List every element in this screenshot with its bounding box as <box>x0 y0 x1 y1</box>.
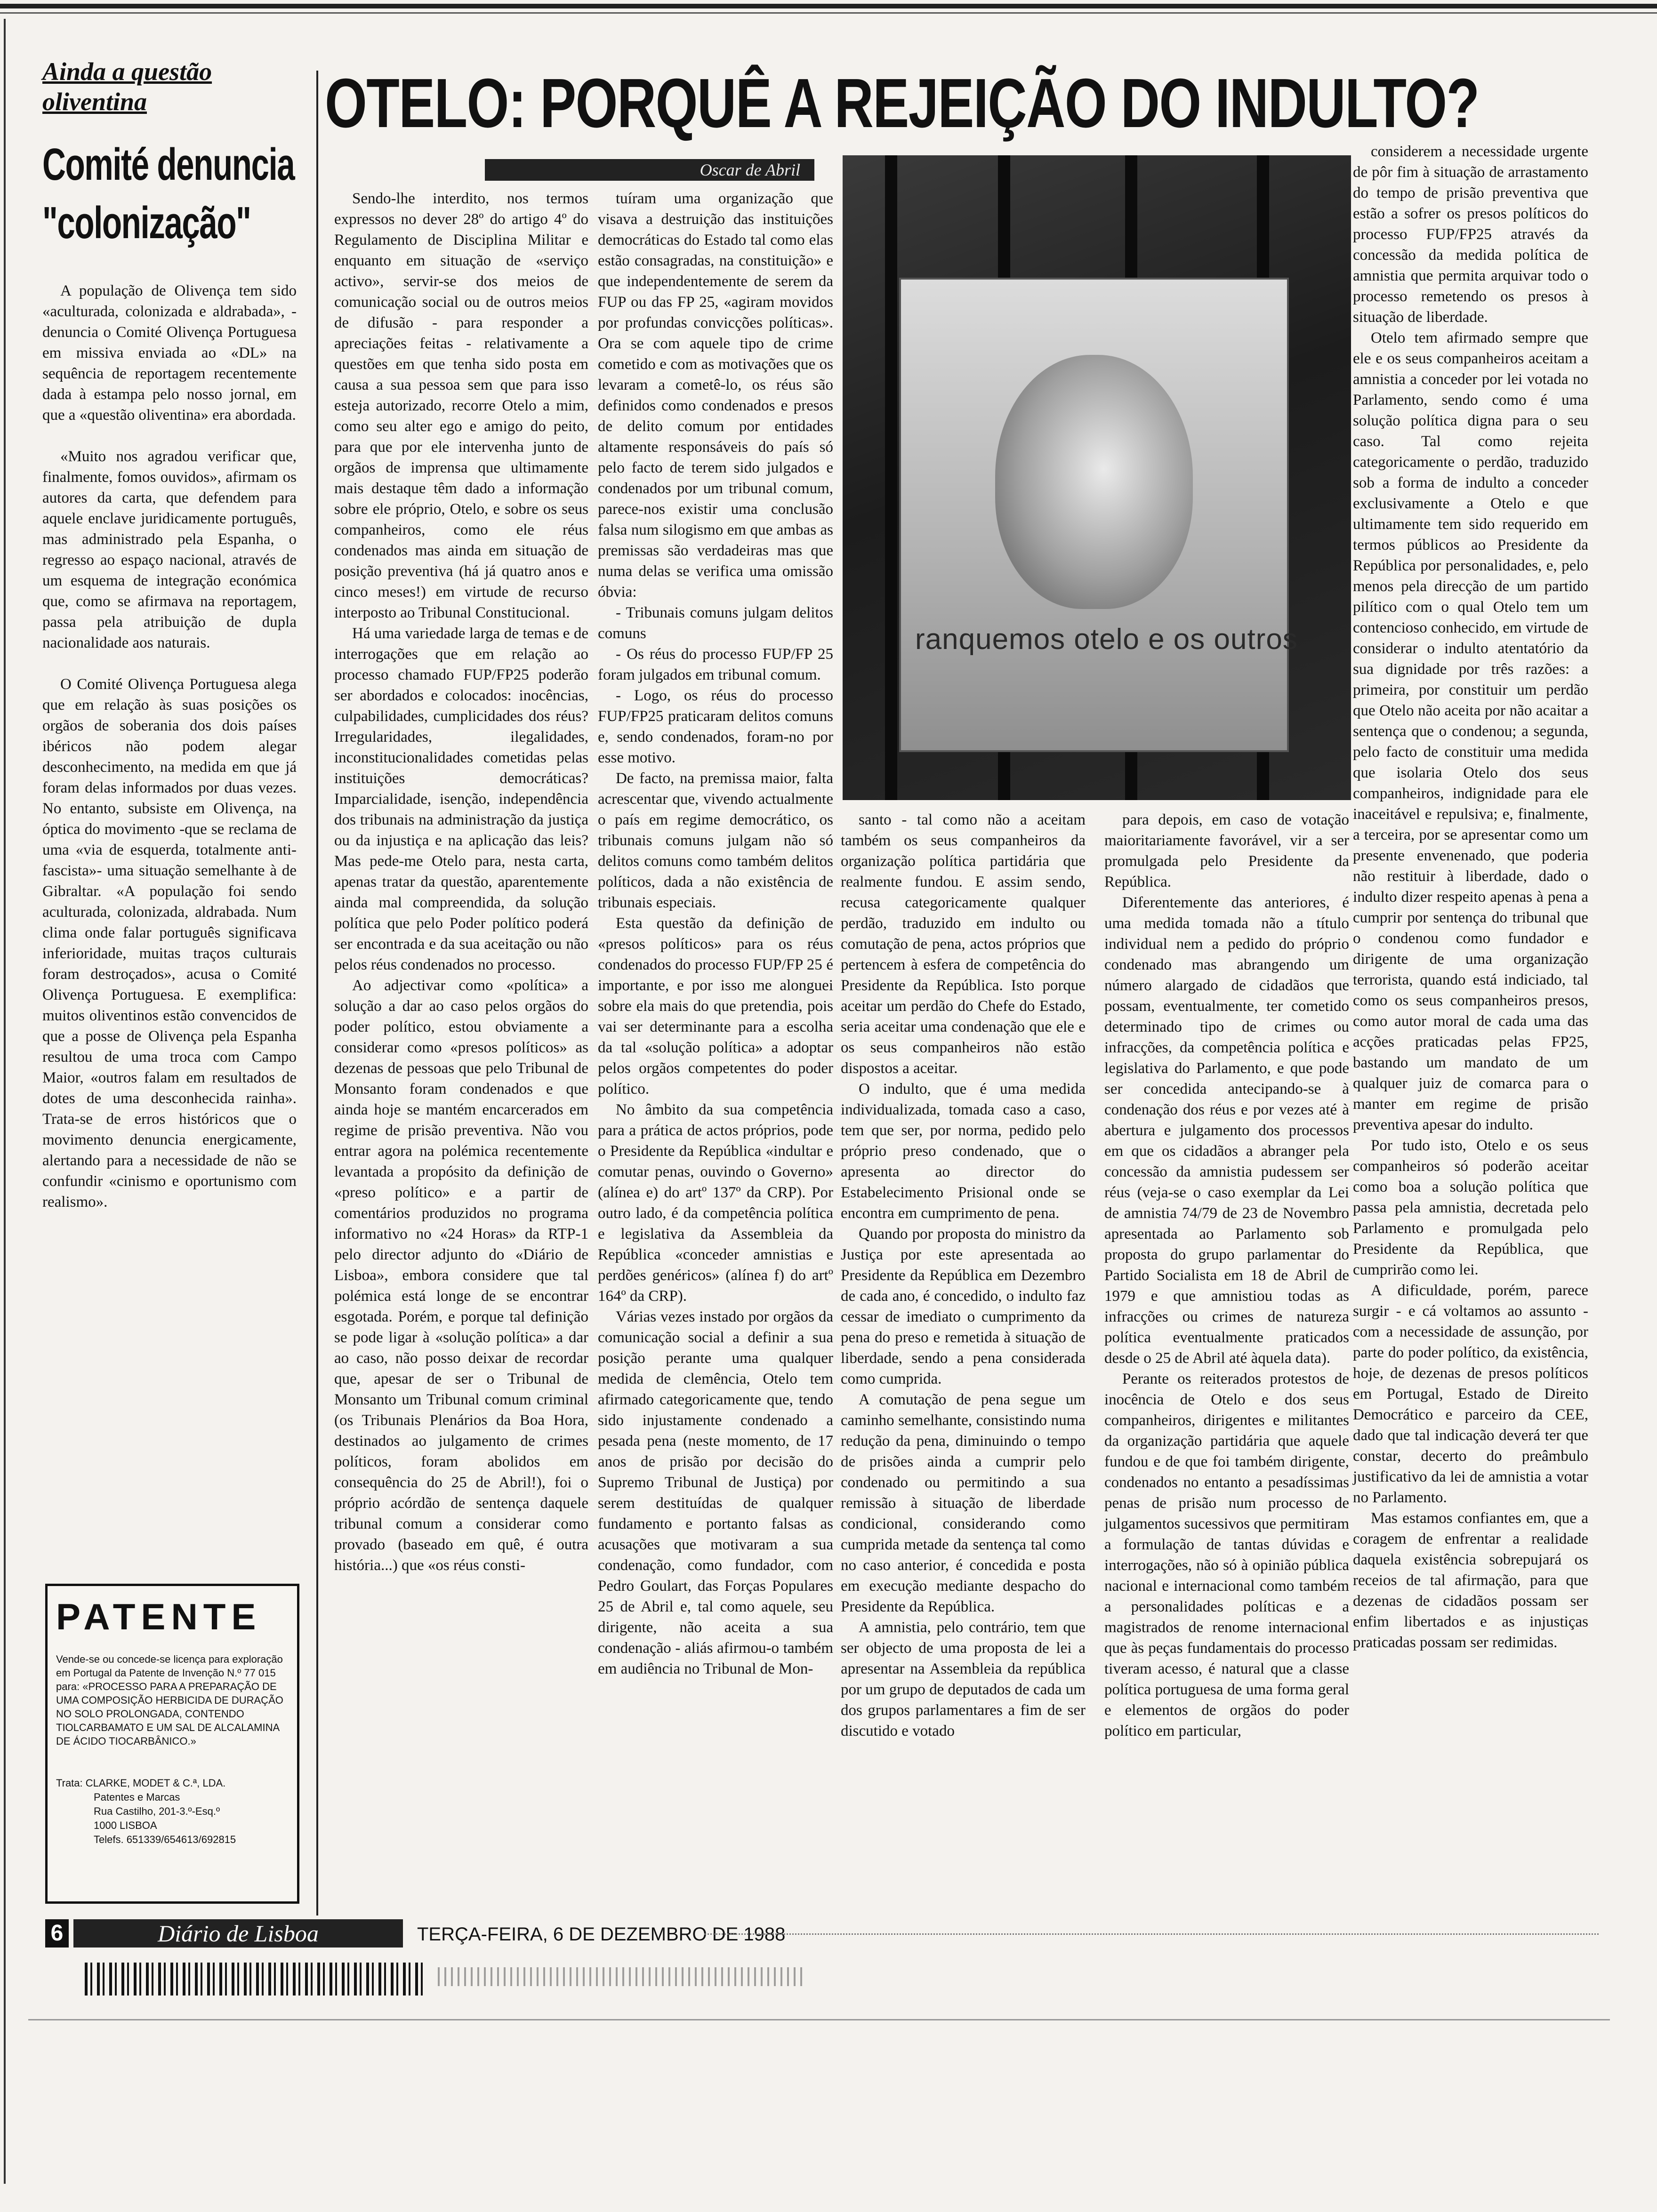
patent-ad-box <box>45 1584 299 1904</box>
article-column-4 <box>1104 809 1349 1741</box>
article-paragraph: Várias vezes instado por orgãos da comunicação social a definir a sua posição perante uma qualquer medida de clemência, Otelo tem afirmado categoricamente que, tendo sido injustamente condenado a pesada pena (neste momento, de 17 anos de prisão por decisão do Supremo Tribunal de Justiça) por serem destituídas de qualquer fundamento e portanto falsas as acusações que motivaram a sua condenação, como fundador, com Pedro Goulart, das Forças Populares 25 de Abril e, tal como aquele, seu dirigente, não aceita a sua condenação - aliás afirmou-o também em audiência no Tribunal de Mon- <box>598 1308 833 1677</box>
article-headline: OTELO: PORQUÊ A REJEIÇÃO DO INDULTO? <box>325 64 1479 142</box>
article-paragraph: Por tudo isto, Otelo e os seus companheiros só poderão aceitar como boa a solução política que passa pela amnistia, decretada pelo Parlamento e promulgada pelo Presidente da República, que cumprirão como lei. <box>1353 1137 1588 1278</box>
sidebar-story <box>42 56 297 1233</box>
top-rule <box>0 4 1657 8</box>
article-paragraph: - Os réus do processo FUP/FP 25 foram julgados em tribunal comum. <box>598 646 833 683</box>
newspaper-name: Diário de Lisboa <box>73 1919 403 1948</box>
article-paragraph: santo - tal como não a aceitam também os seus companheiros da organização política partidária que realmente fundou. E assim sendo, recusa categoricamente qualquer perdão, traduzido em indulto ou comutação de pena, actos próprios que pertencem à esfera de competência do Presidente da República. Isto porque aceitar um perdão do Chefe do Estado, seria aceitar uma condenação que ele e os seus companheiros não estão dispostos a aceitar. <box>841 811 1086 1077</box>
article-paragraph: para depois, em caso de votação maioritariamente favorável, vir a ser promulgada pelo Presidente da República. <box>1104 811 1349 890</box>
patent-ad-title: PATENTE <box>56 1596 262 1637</box>
article-paragraph: Otelo tem afirmado sempre que ele e os seus companheiros aceitam a amnistia a conceder por lei votada no Parlamento, sendo como é uma solução política digna para o seu caso. Tal como rejeita categoricamente o perdão, traduzido sob a forma de indulto a conceder exclusivamente a Otelo e que ultimamente tem sido requerido em termos públicos ao Presidente da República por personalidades, e, pelo menos pela direcção de um partido pilítico com o qual Otelo tem um contencioso conhecido, em virtude de considerar o indulto atentatório da sua dignidade por três razões: a primeira, por constituir um perdão que Otelo não aceita por não acaitar a sentença que o condenou; a segunda, pelo facto de constituir uma medida que isolaria Otelo dos seus companheiros, indignidade para ele inaceitável e repulsiva; e, finalmente, a terceira, por se apresentar como um presente envenenado, que poderia não restituir à liberdade, dado o indulto dizer respeito apenas à pena a cumprir por sentença do tribunal que o condenou como fundador e dirigente de uma organização terrorista, quando está indiciado, tal como os seus companheiros presos, como autor moral de cada uma das acções praticadas pelas FP25, bastando um mandato de um qualquer juiz de comarca para o manter em regime de prisão preventiva apesar do indulto. <box>1353 329 1588 1133</box>
sidebar-paragraph: «Muito nos agradou verificar que, finalmente, fomos ouvidos», afirmam os autores da carta, que defendem para aquele enclave juridicamente português, mas administrado pela Espanha, o regresso ao espaço nacional, através de um esquema de integração económica que, como se afirmava na reportagem, passa pela atribuição de dupla nacionalidade aos naturais. <box>42 448 297 651</box>
poster-slogan: ranquemos otelo e os outros <box>915 623 1298 656</box>
article-paragraph: A dificuldade, porém, parece surgir - e cá voltamos ao assunto - com a necessidade de assunção, por parte do poder político, da existência, hoje, de dezenas de presos políticos em Portugal, Estado de Direito Democrático e parceiro da CEE, dado que tal indicação deverá ter que constar, decerto do preâmbulo justificativo da lei de amnistia a votar no Parlamento. <box>1353 1282 1588 1506</box>
article-paragraph: Perante os reiterados protestos de inocência de Otelo e dos seus companheiros, dirigentes e militantes da organização partidária que aquele fundou e de que foi também dirigente, condenados no entanto a pesadíssimas penas de prisão num processo de julgamentos sucessivos que permitiram a formulação de tantas dúvidas e interrogações, não só à opinião pública nacional e internacional como também a personalidades políticas e a magistrados de renome internacional que às peças fundamentais do processo tiveram acesso, é natural que a classe política portuguesa de uma forma geral e elementos de orgãos do poder político em particular, <box>1104 1370 1349 1739</box>
sidebar-paragraph: A população de Olivença tem sido «aculturada, colonizada e aldrabada», -denuncia o Comité Olivença Portuguesa em missiva enviada ao «DL» na sequência de reportagem recentemente dada à estampa pelo nosso jornal, em que a «questão oliventina» era abordada. <box>42 282 297 424</box>
column-divider <box>316 71 318 1915</box>
page-footer <box>45 1919 1608 1948</box>
patent-contact-address: Rua Castilho, 201-3.º-Esq.º <box>94 1805 220 1817</box>
article-column-5 <box>1353 141 1588 1653</box>
article-column-3 <box>841 809 1086 1741</box>
patent-contact-phone: Telefs. 651339/654613/692815 <box>94 1834 236 1845</box>
poster-portrait <box>995 355 1193 609</box>
article-column-2 <box>598 188 833 1679</box>
patent-ad-contact <box>56 1776 289 1847</box>
photo-poster <box>899 278 1298 752</box>
article-paragraph: Quando por proposta do ministro da Justiça por este apresentada ao Presidente da República em Dezembro de cada ano, é concedido, o indulto faz cessar de imediato o cumprimento da pena do preso e remetida à situação de liberdade, sendo a pena considerada como cumprida. <box>841 1226 1086 1387</box>
sidebar-headline: Comité denuncia "colonização" <box>42 139 295 248</box>
patent-contact-name: CLARKE, MODET & C.ª, LDA. <box>85 1777 226 1789</box>
bottom-rule <box>28 2019 1610 2020</box>
footer-dotted-rule <box>704 1933 1599 1936</box>
patent-contact-city: 1000 LISBOA <box>94 1819 157 1831</box>
article-paragraph: - Logo, os réus do processo FUP/FP25 praticaram delitos comuns e, sendo condenados, foram-no por esse motivo. <box>598 687 833 766</box>
photo-window-bar <box>885 155 897 800</box>
sidebar-kicker: Ainda a questão oliventina <box>42 57 212 116</box>
article-paragraph: Esta questão da definição de «presos políticos» para os réus condenados do processo FUP/FP 25 é importante, e por isso me alonguei sobre ela mais do que pretendia, pois vai ser determinante para a escolha da tal «solução política» a adoptar pelos orgãos competentes do poder político. <box>598 915 833 1098</box>
article-paragraph: De facto, na premissa maior, falta acrescentar que, vivendo actualmente o país em regime democrático, os tribunais comuns julgam não só delitos comuns como também delitos políticos, dada a não existência de tribunais especiais. <box>598 770 833 911</box>
page-edge-rule <box>4 19 6 2184</box>
article-photo <box>843 155 1351 800</box>
article-paragraph: No âmbito da sua competência para a prática de actos próprios, pode o Presidente da República «indultar e comutar penas, ouvindo o Governo» (alínea e) do artº 137º da CRP). Por outro lado, é da competência política e legislativa da Assembleia da República «conceder amnistias e perdões genéricos» (alínea f) do artº 164º da CRP). <box>598 1101 833 1305</box>
article-paragraph: tuíram uma organização que visava a destruição das instituições democráticas do Estado tal como elas estão consagradas, na constituição» e que independentemente de serem da FUP ou das FP 25, «agiram movidos por profundas convicções políticas». Ora se com aquele tipo de crime cometido e com as motivações que os levaram a cometê-lo, os réus são definidos como condenados e presos de delito comum por entidades altamente responsáveis do país só pelo facto de terem sido julgados e condenados por um tribunal comum, parece-nos existir uma conclusão falsa num silogismo em que ambas as premissas são verdadeiras mas que numa delas se verifica uma omissão óbvia: <box>598 190 833 601</box>
patent-contact-label: Trata: <box>56 1777 83 1789</box>
issue-date: TERÇA-FEIRA, 6 DE DEZEMBRO DE 1988 <box>417 1924 786 1945</box>
article-paragraph: Ao adjectivar como «política» a solução a dar ao caso pelos orgãos do poder político, estou obviamente a considerar como «presos políticos» as dezenas de pessoas que pelo Tribunal de Monsanto foram condenados e que ainda hoje se mantém encarcerados em regime de prisão preventiva. Não vou entrar agora na polémica recentemente levantada a propósito da definição de «preso político» e a partir de comentários produzidos no programa informativo no «24 Horas» da RTP-1 pelo director adjunto do «Diário de Lisboa», embora considere que tal polémica está longe de se encontrar esgotada. Porém, e porque tal definição se pode ligar à «solução política» a dar ao caso, não posso deixar de recordar que, apesar de ser o Tribunal de Monsanto um Tribunal comum criminal (os Tribunais Plenários da Boa Hora, destinados ao julgamento de crimes políticos, foram abolidos em consequência do 25 de Abril!), foi o próprio acórdão de sentença daquele tribunal comum a considerar como provado (baseado em quê, é outra história...) que «os réus consti- <box>334 977 588 1574</box>
article-paragraph: Há uma variedade larga de temas e de interrogações que em relação ao processo chamado FUP/FP25 poderão ser abordados e colocados: inocências, culpabilidades, cumplicidades dos réus? Irregularidades, ilegalidades, inconstitucionalidades cometidas pelas instituições democráticas? Imparcialidade, isenção, independência dos tribunais na administração da justiça ou da injustiça e na aplicação das leis? Mas pede-me Otelo para, nesta carta, apenas tratar da questão, aparentemente ainda mal compreendida, da solução política que pelo Poder político poderá ser encontrada e da sua aceitação ou não pelos réus condenados no processo. <box>334 625 588 973</box>
article-paragraph: A comutação de pena segue um caminho semelhante, consistindo numa redução da pena, diminuindo o tempo de prisões ainda a cumprir pelo condenado ou permitindo a sua remissão à situação de liberdade condicional, considerando como cumprida metade da sentença tal como no caso anterior, é concedida e posta em execução mediante despacho do Presidente da República. <box>841 1391 1086 1615</box>
patent-contact-line2: Patentes e Marcas <box>94 1791 180 1803</box>
article-paragraph: O indulto, que é uma medida individualizada, tomada caso a caso, tem que ser, por norma, pedido pelo próprio preso condenado, que o apresenta ao director do Estabelecimento Prisional onde se encontra em cumprimento de pena. <box>841 1081 1086 1222</box>
scan-barcode <box>85 1963 424 1996</box>
article-paragraph: Diferentemente das anteriores, é uma medida tomada não a título individual nem a pedido do próprio condenado mas abrangendo um número alargado de cidadãos que possam, eventualmente, ter cometido determinado tipo de crimes ou infracções, da competência política e legislativa do Parlamento, e que pode ser concedida antecipando-se à condenação dos réus e por vezes até à abertura e julgamento dos processos em que os cidadãos a abranger pela concessão da amnistia pudessem ser réus (veja-se o caso exemplar da Lei de amnistia 74/79 de 23 de Novembro apresentada ao Parlamento sob proposta do grupo parlamentar do Partido Socialista em 18 de Abril de 1979 e que amnistiou todas as infracções ou crimes de natureza política eventualmente praticados desde o 25 de Abril até àquela data). <box>1104 894 1349 1367</box>
top-rule-thin <box>0 12 1657 14</box>
patent-ad-text: Vende-se ou concede-se licença para exploração em Portugal da Patente de Invenção N.º 77 015 para: «PROCESSO PARA A PREPARAÇÃO DE UMA COMPOSIÇÃO HERBICIDA DE DURAÇÃO NO SOLO PROLONGADA, CONTENDO TIOLCARBAMATO E UM SAL DE ALCALAMINA DE ÁCIDO TIOCARBÂNICO.» <box>56 1653 283 1747</box>
page-number: 6 <box>45 1919 69 1948</box>
article-byline: Oscar de Abril <box>485 159 814 181</box>
article-paragraph: - Tribunais comuns julgam delitos comuns <box>598 604 833 642</box>
article-paragraph: Sendo-lhe interdito, nos termos expressos no dever 28º do artigo 4º do Regulamento de Disciplina Militar e enquanto em situação de «serviço activo», servir-se dos meios de comunicação social ou de outros meios de difusão - para responder a apreciações feitas - relativamente a questões em que tenha sido posta em causa a sua pessoa sem que para isso esteja autorizado, recorre Otelo a mim, como seu alter ego e amigo do peito, para que por ele intervenha junto de orgãos de imprensa que ultimamente mais destaque têm dado a informação sobre ele próprio, Otelo, e sobre os seus companheiros, como ele réus condenados mas ainda em situação de posição preventiva (há já quatro anos e cinco meses!) em virtude de recurso interposto ao Tribunal Constitucional. <box>334 190 588 621</box>
sidebar-paragraph: O Comité Olivença Portuguesa alega que em relação às suas posições os orgãos de soberania dos dois países ibéricos não podem alegar desconhecimento, na medida em que já foram delas informados por duas vezes. No entanto, subsiste em Olivença, na óptica do movimento -que se reclama de uma «via de esquerda, totalmente anti-fascista»- uma situação semelhante à de Gibraltar. «A população foi sendo aculturada, colonizada, aldrabada. Num clima onde falar português significava inferioridade, muitas traços culturais foram destroçados», acusa o Comité Olivença Portuguesa. E exemplifica: muitos oliventinos estão convencidos de que a posse de Olivença pela Espanha resultou de uma troca com Campo Maior, «outros falam em resultados de dotes de uma desconhecida rainha». Trata-se de erros históricos que o movimento denuncia energicamente, alertando para a necessidade de não se confundir «cinismo e oportunismo com realismo». <box>42 676 297 1210</box>
scan-barcode-faint <box>438 1967 805 1986</box>
article-paragraph: Mas estamos confiantes em, que a coragem de enfrentar a realidade daquela existência sobrepujará os receios de tal afirmação, para que dezenas de cidadãos possam ser enfim libertados e as injustiças praticadas possam ser redimidas. <box>1353 1510 1588 1651</box>
article-paragraph: A amnistia, pelo contrário, tem que ser objecto de uma proposta de lei a apresentar na Assembleia da república por um grupo de deputados de cada um dos grupos parlamentares a fim de ser discutido e votado <box>841 1619 1086 1739</box>
article-paragraph: considerem a necessidade urgente de pôr fim à situação de arrastamento do tempo de prisão preventiva que estão a sofrer os presos políticos do processo FUP/FP25 através da concessão da medida política de amnistia que permita arquivar todo o processo remetendo os presos à situação de liberdade. <box>1353 143 1588 326</box>
article-column-1 <box>334 188 588 1576</box>
